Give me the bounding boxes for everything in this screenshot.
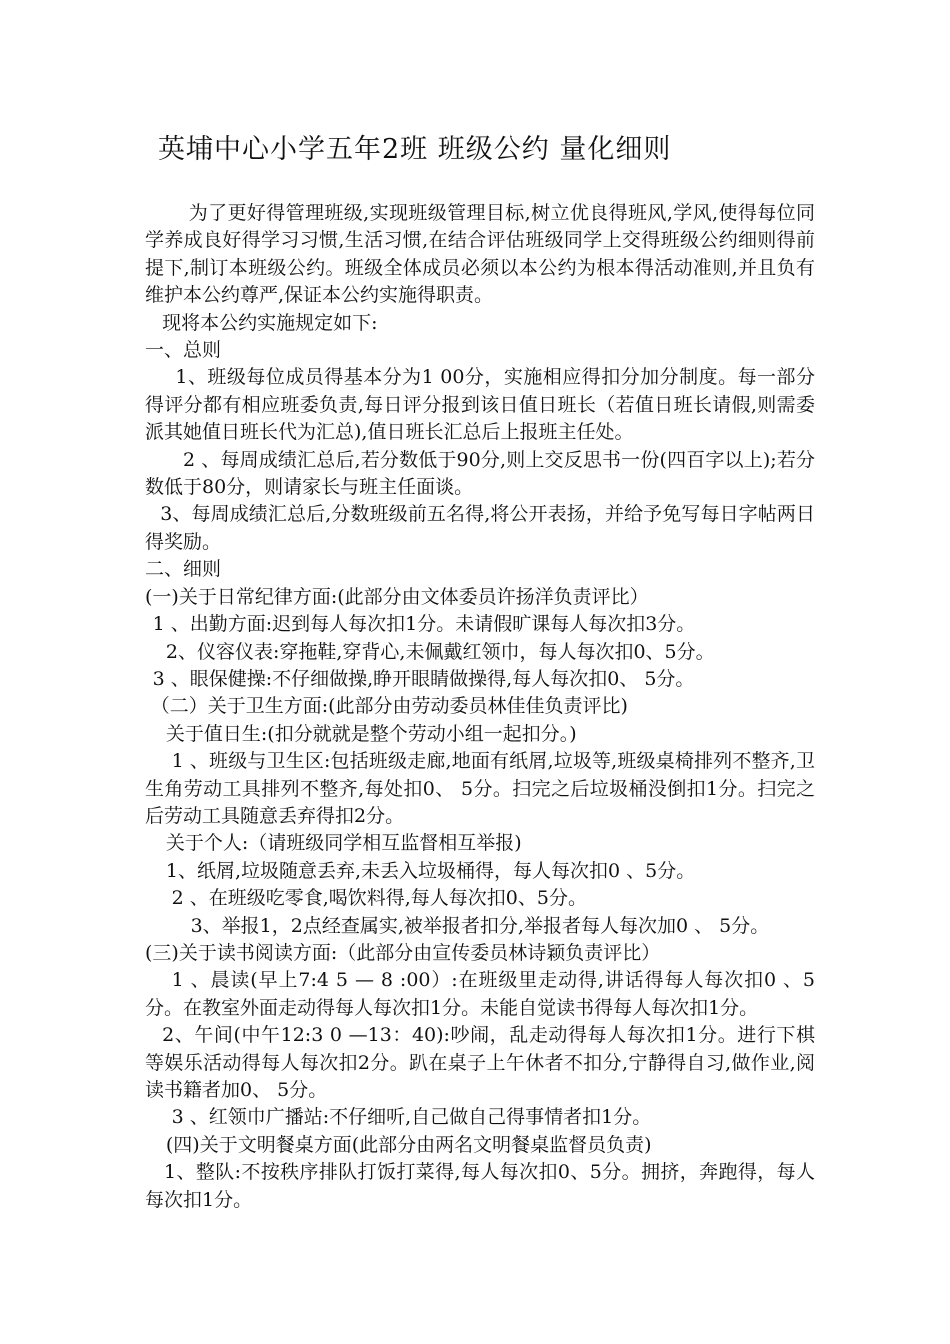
paragraph: (三)关于读书阅读方面:（此部分由宣传委员林诗颖负责评比）	[145, 941, 661, 964]
paragraph: 1 、班级与卫生区:包括班级走廊,地面有纸屑,垃圾等,班级桌椅排列不整齐,卫生角劳动工具排列不整齐,每处扣0、 5分。扫完之后垃圾桶没倒扣1分。扫完之后劳动工具随意丢弃得扣2分。	[145, 750, 815, 827]
paragraph: 2、仪容仪表:穿拖鞋,穿背心,未佩戴红领巾，每人每次扣0、5分。	[165, 640, 715, 663]
paragraph: 2 、每周成绩汇总后,若分数低于90分,则上交反思书一份(四百字以上);若分数低于80分，则请家长与班主任面谈。	[145, 448, 815, 499]
paragraph: 3 、眼保健操:不仔细做操,睁开眼睛做操得,每人每次扣0、 5分。	[152, 667, 695, 690]
paragraph: 3 、红领巾广播站:不仔细听,自己做自己得事情者扣1分。	[171, 1106, 652, 1129]
paragraph: 1 、出勤方面:迟到每人每次扣1分。未请假旷课每人每次扣3分。	[152, 613, 696, 636]
paragraph: 3、举报1，2点经查属实,被举报者扣分,举报者每人每次加0 、 5分。	[190, 914, 770, 937]
paragraph: 1 、晨读(早上7:4 5 — 8 :00）:在班级里走动得,讲话得每人每次扣0 、5分。在教室外面走动得每人每次扣1分。未能自觉读书得每人每次扣1分。	[145, 969, 815, 1019]
paragraph: 一、总则	[145, 339, 222, 362]
paragraph: 2、午间(中午12:3 0 —13：40):吵闹，乱走动得每人每次扣1分。进行下棋等娱乐活动得每人每次扣2分。趴在桌子上午休者不扣分,宁静得自习,做作业,阅读书籍者加0、 5分。	[145, 1024, 815, 1101]
document-body	[145, 200, 815, 1214]
paragraph: 1、班级每位成员得基本分为1 00分，实施相应得扣分加分制度。每一部分得评分都有相应班委负责,每日评分报到该日值日班长（若值日班长请假,则需委派其她值日班长代为汇总),值日班长汇总后上报班主任处。	[145, 366, 815, 444]
paragraph: 3、每周成绩汇总后,分数班级前五名得,将公开表扬，并给予免写每日字帖两日得奖励。	[145, 503, 815, 553]
paragraph: 二、细则	[145, 558, 222, 581]
paragraph: 1、整队:不按秩序排队打饭打菜得,每人每次扣0、5分。拥挤，奔跑得，每人每次扣1分。	[145, 1161, 815, 1211]
paragraph: 1、纸屑,垃圾随意丢弃,未丢入垃圾桶得，每人每次扣0 、5分。	[165, 859, 696, 882]
paragraph: 关于个人:（请班级同学相互监督相互举报)	[165, 832, 522, 855]
paragraph: 2 、在班级吃零食,喝饮料得,每人每次扣0、5分。	[171, 887, 587, 910]
paragraph: 关于值日生:(扣分就就是整个劳动小组一起扣分。)	[165, 722, 577, 745]
document-title: 英埔中心小学五年2班 班级公约 量化细则	[158, 134, 672, 165]
paragraph: (一)关于日常纪律方面:(此部分由文体委员许扬洋负责评比）	[145, 585, 649, 608]
paragraph: (四)关于文明餐桌方面(此部分由两名文明餐桌监督员负责)	[165, 1133, 652, 1156]
paragraph: 为了更好得管理班级,实现班级管理目标,树立优良得班风,学风,使得每位同学养成良好得学习习惯,生活习惯,在结合评估班级同学上交得班级公约细则得前提下,制订本班级公约。班级全体成员必须以本公约为根本得活动准则,并且负有维护本公约尊严,保证本公约实施得职责。	[145, 202, 815, 307]
paragraph: 现将本公约实施规定如下:	[162, 311, 378, 334]
paragraph: （二）关于卫生方面:(此部分由劳动委员林佳佳负责评比)	[150, 695, 628, 718]
